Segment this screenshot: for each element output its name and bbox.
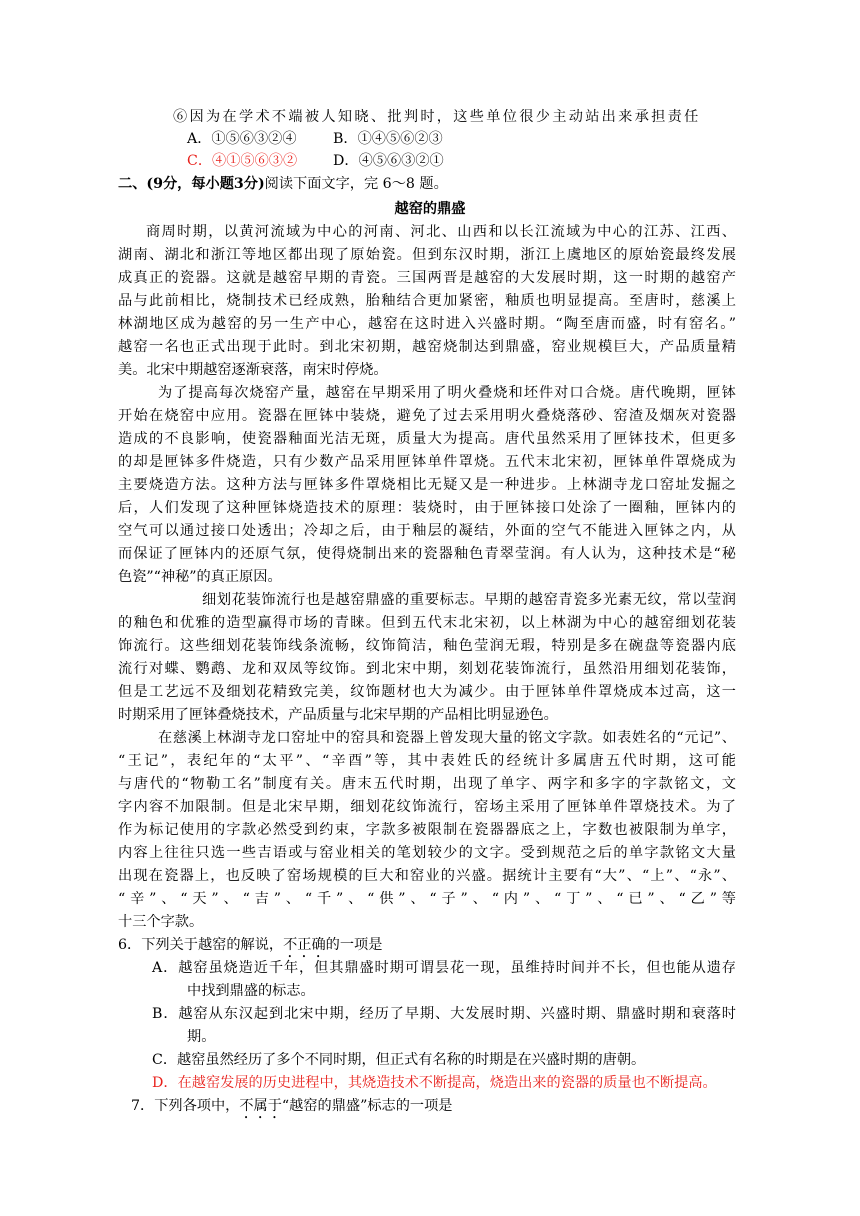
q6-option-d-answer: D．在越窑发展的历史进程中，其烧造技术不断提高，烧造出来的瓷器的质量也不断提高。 [152,1075,717,1091]
article-line: 造成的不良影响，使瓷器釉面光洁无斑，质量大为提高。唐代虽然采用了匣钵技术，但更多 [118,431,736,447]
article-line: 细划花装饰流行也是越窑鼎盛的重要标志。早期的越窑青瓷多光素无纹，常以莹润 [202,592,736,608]
article-line: 的却是匣钵多件烧造，只有少数产品采用匣钵单件罩烧。五代末北宋初，匣钵单件罩烧成为 [118,454,736,470]
article-line: 在慈溪上林湖寺龙口窑址中的窑具和瓷器上曾发现大量的铭文字款。如表姓名的“元记”、 [158,730,736,746]
article-line: 色瓷”“神秘”的真正原因。 [118,569,282,585]
article-line: 后，人们发现了这种匣钵烧造技术的原理：装烧时，由于匣钵接口处涂了一圈釉，匣钵内的 [118,500,736,516]
article-line: 字内容不加限制。但是北宋早期，细划花纹饰流行，窑场主采用了匣钵单件罩烧技术。为了 [118,799,736,815]
q6-stem-pre: 6．下列关于越窑的解说， [118,937,284,953]
article-title: 越窑的鼎盛 [394,201,466,217]
section-2-label: 二、(9分，每小题3分) [118,176,265,192]
article-line: 的釉色和优雅的造型赢得市场的青睐。但到五代末北宋初，以上林湖为中心的越窑细划花装 [118,615,736,631]
q6-stem-post: 的一项是 [325,937,383,953]
article-line: 时期采用了匣钵叠烧技术，产品质量与北宋早期的产品相比明显逊色。 [118,707,558,723]
article-line: 十三个字款。 [118,914,204,930]
q5-option-a: A．①⑤⑥③②④ [187,131,297,147]
q7-stem [131,1095,453,1122]
article-line: 而保证了匣钵内的还原气氛，使得烧制出来的瓷器釉色青翠莹润。有人认为，这种技术是“秘 [118,546,736,562]
q5-option-d: D．④⑤⑥③②① [333,153,444,169]
article-line: 为了提高每次烧窑产量，越窑在早期采用了明火叠烧和坯件对口合烧。唐代晚期，匣钵 [158,385,736,401]
article-line: 饰流行。这些细划花装饰线条流畅，纹饰简洁，釉色莹润无瑕，特别是多在碗盘等瓷器内底 [118,638,736,654]
article-line: 流行对蝶、鹦鹉、龙和双凤等纹饰。到北宋中期，刻划花装饰流行，虽然沿用细划花装饰， [118,661,736,677]
article-line: 品与此前相比，烧制技术已经成熟，胎釉结合更加紧密，釉质也明显提高。至唐时，慈溪上 [118,293,736,309]
q5-option-b: B．①④⑤⑥②③ [333,131,443,147]
article-line: 空气可以通过接口处透出；冷却之后，由于釉层的凝结，外面的空气不能进入匣钵之内，从 [118,523,736,539]
q6-option-c: C．越窑虽然经历了多个不同时期，但正式有名称的时期是在兴盛时期的唐朝。 [152,1052,646,1068]
article-line: 成真正的瓷器。这就是越窑早期的青瓷。三国两晋是越窑的大发展时期，这一时期的越窑产 [118,270,736,286]
q7-stem-post: “越窑的鼎盛”标志的一项是 [281,1098,453,1114]
q6-option-a: A．越窑虽烧造近千年，但其鼎盛时期可谓昙花一现，虽维持时间并不长，但也能从遗存 [152,960,736,976]
article-line: 但是工艺远不及细划花精致完美，纹饰题材也大为减少。由于匣钵单件罩烧成本过高，这一 [118,684,736,700]
article-line: “辛”、“天”、“吉”、“千”、“供”、“子”、“内”、“丁”、“已”、“乙”等 [118,891,736,907]
article-line: 作为标记使用的字款必然受到约束，字款多被限制在瓷器器底之上，字数也被限制为单字， [118,822,736,838]
article-line: 与唐代的“物勒工名”制度有关。唐末五代时期，出现了单字、两字和多字的字款铭文，文 [118,776,736,792]
q6-emphasis: 不正确 [283,937,326,953]
q6-option-a-cont: 中找到鼎盛的标志。 [187,983,315,999]
section-2-instruction: 阅读下面文字，完 6～8 题。 [264,176,448,192]
q6-option-b-cont: 期。 [187,1029,216,1045]
article-line: 湖南、湖北和浙江等地区都出现了原始瓷。但到东汉时期，浙江上虞地区的原始瓷最终发展 [118,247,736,263]
article-line: “王记”，表纪年的“太平”、“辛酉”等，其中表姓氏的经统计多属唐五代时期，这可能 [118,753,736,769]
article-line: 主要烧造方法。这种方法与匣钵多件罩烧相比无疑又是一种进步。上林湖寺龙口窑址发掘之 [118,477,736,493]
article-line: 美。北宋中期越窑逐渐衰落，南宋时停烧。 [118,362,388,378]
article-line: 林湖地区成为越窑的另一生产中心，越窑在这时进入兴盛时期。“陶至唐而盛，时有窑名。” [118,316,736,332]
article-line: 内容上往往只选一些吉语或与窑业相关的笔划较少的文字。受到规范之后的单字款铭文大量 [118,845,736,861]
q7-stem-pre: 7．下列各项中， [131,1098,240,1114]
article-line: 越窑一名也正式出现于此时。到北宋初期，越窑烧制达到鼎盛，窑业规模巨大，产品质量精 [118,339,736,355]
q5-option-c-answer: C．④①⑤⑥③② [187,153,298,169]
section-2-heading [118,173,448,195]
q7-emphasis: 不属于 [239,1098,282,1114]
q5-item6: ⑥因为在学术不端被人知晓、批判时，这些单位很少主动站出来承担责任 [173,109,701,125]
q6-option-b: B．越窑从东汉起到北宋中期，经历了早期、大发展时期、兴盛时期、鼎盛时期和衰落时 [152,1006,736,1022]
article-line: 出现在瓷器上，也反映了窑场规模的巨大和窑业的兴盛。据统计主要有“大”、“上”、“永”、 [118,868,736,884]
article-line: 商周时期，以黄河流域为中心的河南、河北、山西和以长江流域为中心的江苏、江西、 [146,224,736,240]
article-line: 开始在烧窑中应用。瓷器在匣钵中装烧，避免了过去采用明火叠烧落砂、窑渣及烟灰对瓷器 [118,408,736,424]
